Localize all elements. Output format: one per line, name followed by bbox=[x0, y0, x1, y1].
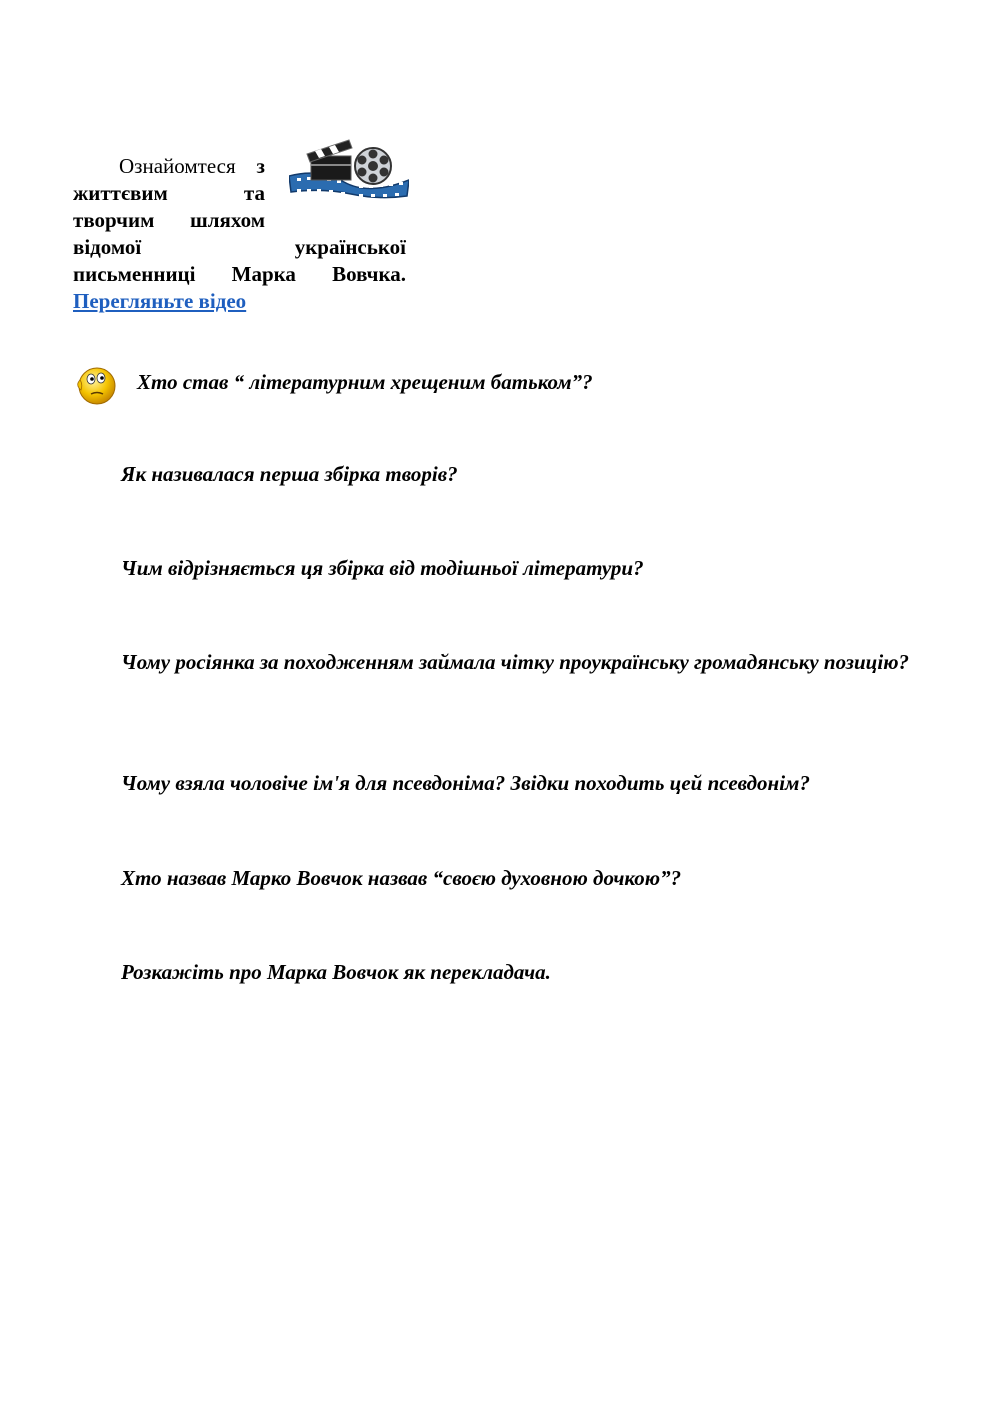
film-reel-clapperboard-icon bbox=[289, 138, 409, 202]
question-6: Хто назвав Марко Вовчок назвав “своєю духовною дочкою”? bbox=[121, 866, 682, 890]
thinking-smiley-icon bbox=[75, 364, 119, 406]
watch-video-link[interactable]: Перегляньте відео bbox=[73, 289, 247, 313]
intro-word: української bbox=[294, 235, 406, 259]
question-3: Чим відрізняється ця збірка від тодішньої літератури? bbox=[121, 556, 644, 580]
intro-line-3 bbox=[73, 207, 265, 234]
question-2: Як називалася перша збірка творів? bbox=[121, 462, 458, 486]
intro-word: письменниці bbox=[73, 262, 196, 286]
question-4: Чому росіянка за походженням займала чітку проукраїнську громадянську позицію? bbox=[121, 650, 910, 674]
intro-line-1 bbox=[73, 153, 265, 180]
intro-word: Марка bbox=[231, 262, 296, 286]
intro-word: з bbox=[256, 154, 265, 178]
intro-word: Вовчка. bbox=[332, 262, 406, 286]
question-7: Розкажіть про Марка Вовчок як перекладача. bbox=[121, 960, 551, 984]
intro-line-5 bbox=[73, 261, 406, 288]
intro-line-4 bbox=[73, 234, 406, 261]
question-1: Хто став “ літературним хрещеним батьком”? bbox=[137, 370, 593, 394]
intro-word: відомої bbox=[73, 235, 142, 259]
question-5: Чому взяла чоловіче ім'я для псевдоніма? Звідки походить цей псевдонім? bbox=[121, 771, 810, 795]
intro-word: творчим bbox=[73, 208, 155, 232]
intro-line-2 bbox=[73, 180, 265, 207]
intro-word: шляхом bbox=[190, 208, 265, 232]
intro-word: Ознайомтеся bbox=[119, 154, 236, 178]
intro-word: та bbox=[243, 181, 265, 205]
intro-word: життєвим bbox=[73, 181, 168, 205]
intro-line-6 bbox=[73, 288, 406, 315]
